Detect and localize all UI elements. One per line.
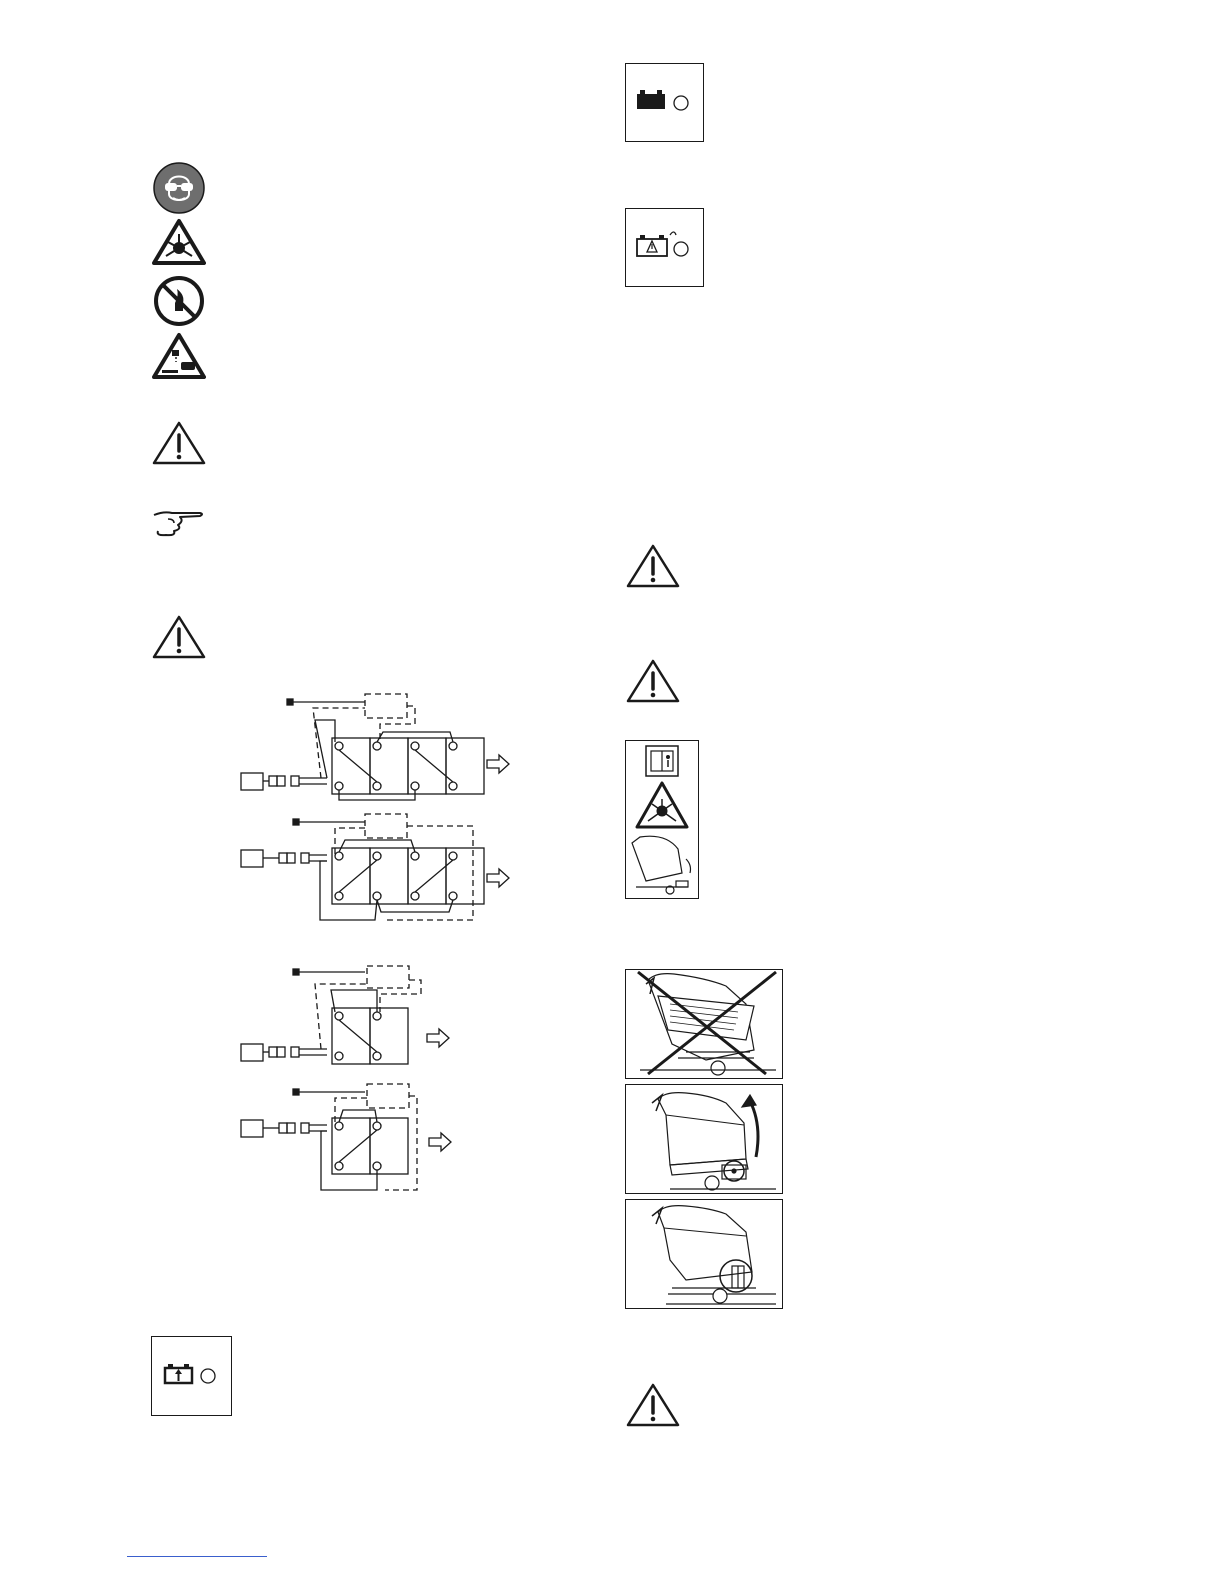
battery-wiring-diagram-icon bbox=[235, 810, 515, 930]
corrosive-hazard-icon bbox=[152, 332, 206, 380]
battery-fault-indicator-icon bbox=[625, 208, 704, 287]
no-open-flame-icon bbox=[153, 275, 205, 327]
pointing-hand-note-icon bbox=[150, 505, 206, 541]
battery-charging-indicator-icon bbox=[151, 1336, 232, 1416]
explosive-hazard-icon bbox=[152, 218, 206, 266]
safety-goggles-required-icon bbox=[153, 162, 205, 214]
read-manual-icon bbox=[646, 746, 678, 776]
tilt-tank-icon bbox=[632, 836, 691, 894]
footnote-separator bbox=[127, 1556, 267, 1557]
battery-wiring-diagram-icon bbox=[235, 960, 465, 1070]
decal-label bbox=[625, 740, 699, 899]
caution-triangle-icon bbox=[152, 420, 206, 466]
explosive-hazard-icon bbox=[637, 783, 687, 827]
wrong-tilt-step-icon bbox=[625, 969, 783, 1079]
latch-engaged-step-icon bbox=[625, 1199, 783, 1309]
caution-triangle-icon bbox=[626, 543, 680, 589]
caution-triangle-icon bbox=[626, 658, 680, 704]
caution-triangle-icon bbox=[626, 1382, 680, 1428]
battery-indicator-icon bbox=[625, 63, 704, 142]
battery-wiring-diagram-icon bbox=[235, 690, 515, 810]
battery-wiring-diagram-icon bbox=[235, 1080, 465, 1195]
caution-triangle-icon bbox=[152, 614, 206, 660]
tilt-up-step-icon bbox=[625, 1084, 783, 1194]
